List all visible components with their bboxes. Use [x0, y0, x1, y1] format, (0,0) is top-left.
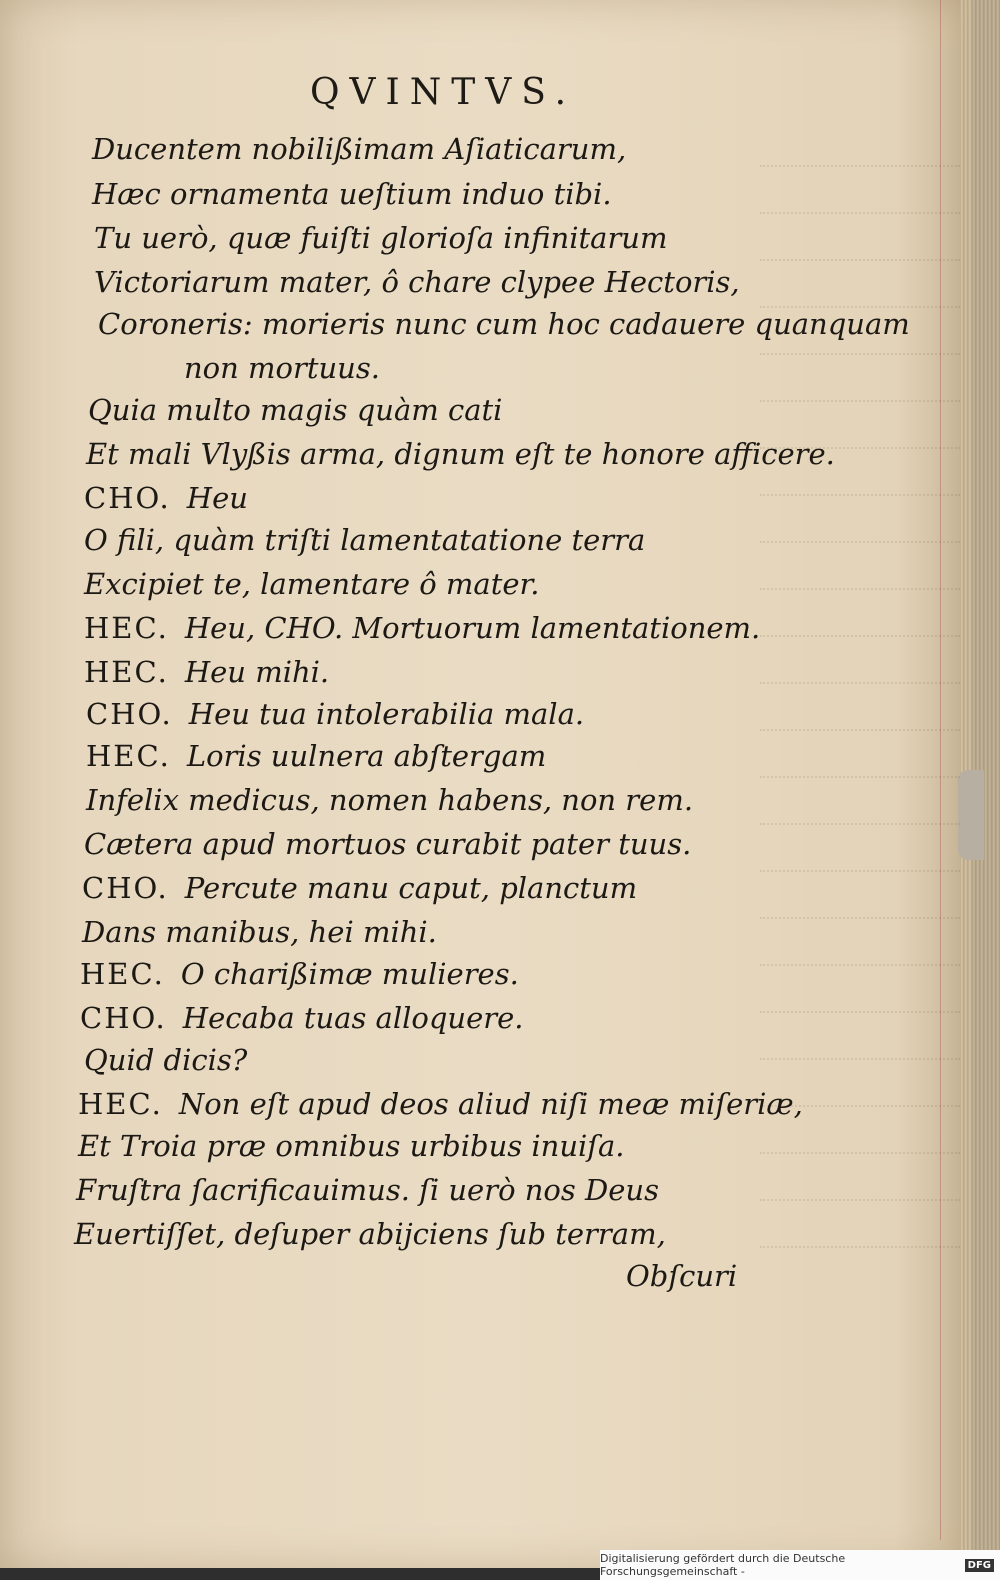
text-line: Fruſtra ſacrificauimus. ſi uerò nos Deus [76, 1173, 659, 1207]
text-line: O fili, quàm triſti lamentatatione terra [84, 523, 646, 557]
text-line: CHO. Heu tua intolerabilia mala. [86, 697, 585, 731]
text-line: Euertiſſet, deſuper abijciens ſub terram, [74, 1217, 666, 1251]
page-tab [958, 770, 984, 860]
text-line: CHO. Percute manu caput, planctum [82, 871, 638, 905]
text-line: Et mali Vlyßis arma, dignum eſt te honore afficere. [86, 437, 835, 471]
text-line: Tu uerò, quæ fuiſti glorioſa infinitarum [94, 221, 668, 255]
text-line: HEC. Heu, CHO. Mortuorum lamentationem. [84, 611, 761, 645]
text-line: non mortuus. [184, 351, 380, 385]
footer-text: Digitalisierung gefördert durch die Deutsche Forschungsgemeinschaft - [600, 1552, 846, 1578]
text-line: CHO. Heu [84, 481, 248, 515]
text-line: Cætera apud mortuos curabit pater tuus. [84, 827, 692, 861]
digitization-footer [600, 1550, 1000, 1580]
text-line: Quia multo magis quàm cati [88, 393, 503, 427]
catchword: Obſcuri [626, 1259, 738, 1293]
text-line: Coroneris: morieris nunc cum hoc cadauere quanquam [98, 307, 910, 341]
dfg-logo: DFG [965, 1559, 994, 1572]
text-line: Victoriarum mater, ô chare clypee Hectoris, [94, 265, 740, 299]
running-head: QVINTVS. [310, 72, 577, 113]
text-line: CHO. Hecaba tuas alloquere. [80, 1001, 524, 1035]
text-line: HEC. Heu mihi. [84, 655, 330, 689]
text-line: Ducentem nobilißimam Aſiaticarum, [92, 132, 627, 166]
text-line: HEC. O charißimæ mulieres. [80, 957, 519, 991]
text-line: HEC. Non eſt apud deos aliud niſi meæ miſeriæ, [78, 1087, 803, 1121]
text-line: Et Troia præ omnibus urbibus inuiſa. [78, 1129, 625, 1163]
text-line: Hæc ornamenta ueſtium induo tibi. [92, 177, 612, 211]
text-line: HEC. Loris uulnera abſtergam [86, 739, 547, 773]
text-line: Dans manibus, hei mihi. [82, 915, 437, 949]
text-line: Excipiet te, lamentare ô mater. [84, 567, 540, 601]
text-line: Infelix medicus, nomen habens, non rem. [86, 783, 694, 817]
text-line: Quid dicis? [84, 1043, 248, 1077]
